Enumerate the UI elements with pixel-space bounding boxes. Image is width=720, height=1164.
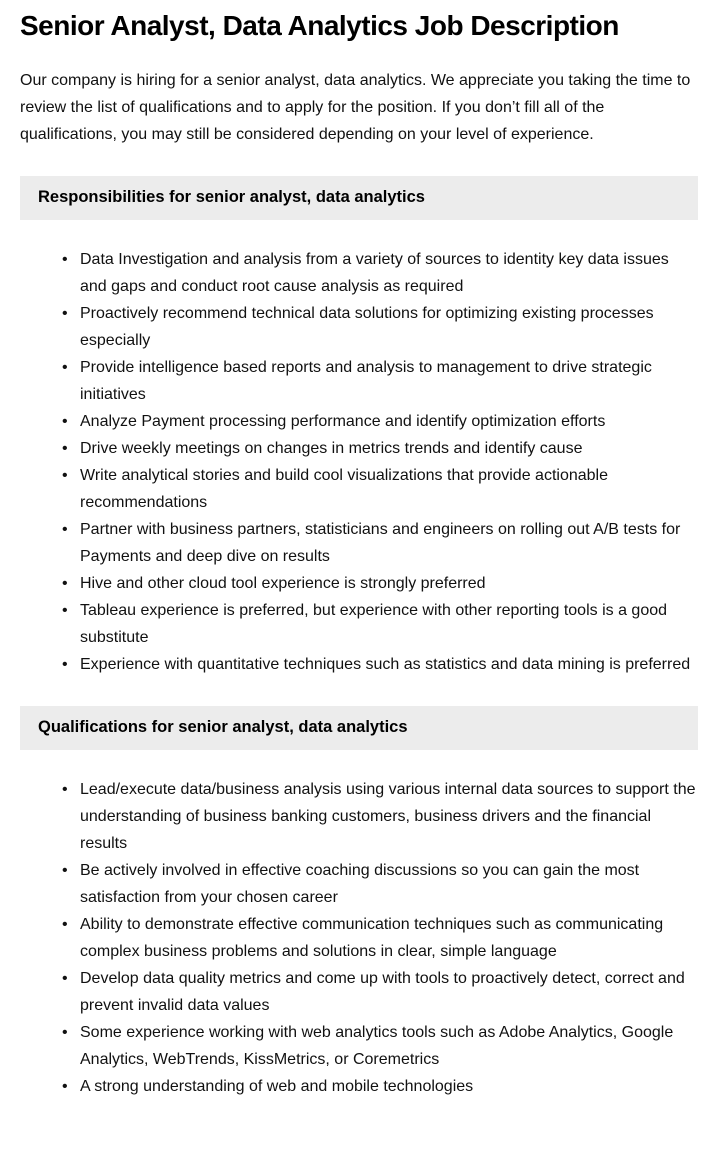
list-item: • A strong understanding of web and mobile technologies bbox=[80, 1073, 698, 1100]
page-title: Senior Analyst, Data Analytics Job Description bbox=[20, 10, 619, 41]
qualifications-section-header: Qualifications for senior analyst, data analytics bbox=[20, 706, 698, 750]
list-item: • Provide intelligence based reports and analysis to management to drive strategic initiatives bbox=[80, 354, 698, 408]
list-item: • Partner with business partners, statisticians and engineers on rolling out A/B tests for Payments and deep dive on results bbox=[80, 516, 698, 570]
list-item: • Develop data quality metrics and come up with tools to proactively detect, correct and prevent invalid data values bbox=[80, 965, 698, 1019]
responsibilities-list bbox=[20, 246, 698, 678]
list-item: • Lead/execute data/business analysis using various internal data sources to support the understanding of business banking customers, business drivers and the financial results bbox=[80, 776, 698, 857]
list-item: • Tableau experience is preferred, but experience with other reporting tools is a good substitute bbox=[80, 597, 698, 651]
responsibilities-section-header: Responsibilities for senior analyst, data analytics bbox=[20, 176, 698, 220]
list-item: • Some experience working with web analytics tools such as Adobe Analytics, Google Analytics, WebTrends, KissMetrics, or Coremetrics bbox=[80, 1019, 698, 1073]
qualifications-list bbox=[20, 776, 698, 1100]
list-item: • Ability to demonstrate effective communication techniques such as communicating complex business problems and solutions in clear, simple language bbox=[80, 911, 698, 965]
list-item: • Be actively involved in effective coaching discussions so you can gain the most satisfaction from your chosen career bbox=[80, 857, 698, 911]
list-item: • Experience with quantitative techniques such as statistics and data mining is preferred bbox=[80, 651, 698, 678]
list-item: • Analyze Payment processing performance and identify optimization efforts bbox=[80, 408, 698, 435]
intro-paragraph: Our company is hiring for a senior analyst, data analytics. We appreciate you taking the time to review the list of qualifications and to apply for the position. If you don’t fill all of the qualifications, you may still be considered depending on your level of experience. bbox=[20, 72, 691, 143]
list-item: • Data Investigation and analysis from a variety of sources to identity key data issues and gaps and conduct root cause analysis as required bbox=[80, 246, 698, 300]
list-item: • Proactively recommend technical data solutions for optimizing existing processes especially bbox=[80, 300, 698, 354]
list-item: • Hive and other cloud tool experience is strongly preferred bbox=[80, 570, 698, 597]
list-item: • Write analytical stories and build cool visualizations that provide actionable recommendations bbox=[80, 462, 698, 516]
list-item: • Drive weekly meetings on changes in metrics trends and identify cause bbox=[80, 435, 698, 462]
